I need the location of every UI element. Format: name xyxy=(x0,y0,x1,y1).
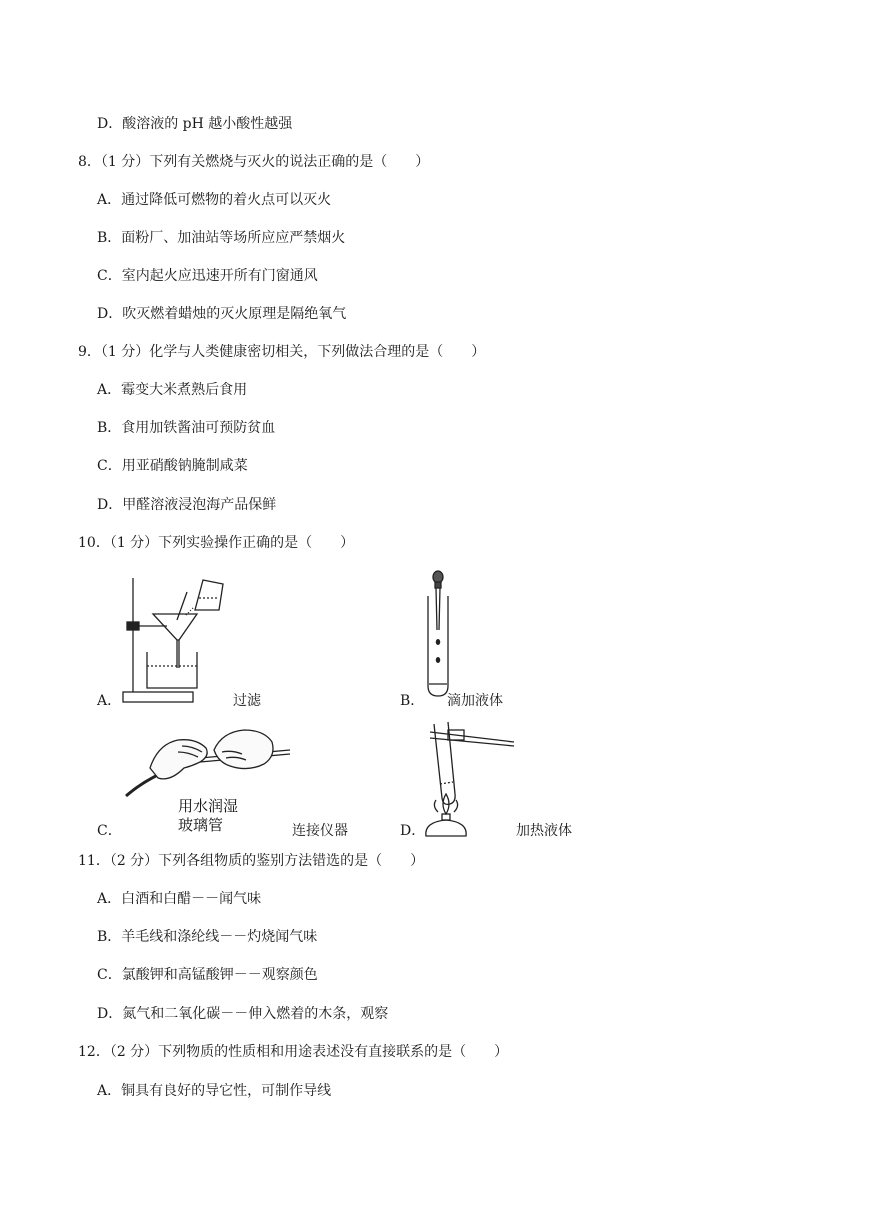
figure-letter-a: A． xyxy=(97,693,122,709)
handwritten-note-line2: 玻璃管 xyxy=(178,816,224,834)
option-b: B．食用加铁酱油可预防贫血 xyxy=(97,420,276,436)
question-stem: 11．（2 分）下列各组物质的鉴别方法错选的是（ ） xyxy=(78,853,425,869)
option-d: D．酸溶液的 pH 越小酸性越强 xyxy=(97,116,293,132)
heating-test-tube-icon xyxy=(418,718,518,838)
option-a: A．白酒和白醋－－闻气味 xyxy=(97,891,262,907)
dropper-test-tube-icon xyxy=(418,568,458,700)
option-d: D．甲醛溶液浸泡海产品保鲜 xyxy=(97,497,277,513)
option-d: D．吹灭燃着蜡烛的灭火原理是隔绝氧气 xyxy=(97,306,347,322)
option-c: C．室内起火应迅速开所有门窗通风 xyxy=(97,268,318,284)
figure-letter-d: D． xyxy=(400,823,426,839)
question-stem: 8．（1 分）下列有关燃烧与灭火的说法正确的是（ ） xyxy=(78,154,430,170)
option-a: A．霉变大米煮熟后食用 xyxy=(97,382,248,398)
hands-connecting-tube-icon xyxy=(122,722,292,807)
option-b: B．羊毛线和涤纶线－－灼烧闻气味 xyxy=(97,929,318,945)
question-stem: 10．（1 分）下列实验操作正确的是（ ） xyxy=(78,535,355,551)
figure-caption-a: 过滤 xyxy=(233,693,261,709)
filtration-apparatus-icon xyxy=(115,570,225,710)
question-stem: 12．（2 分）下列物质的性质相和用途表述没有直接联系的是（ ） xyxy=(78,1044,509,1060)
option-c: C．氯酸钾和高锰酸钾－－观察颜色 xyxy=(97,967,318,983)
figure-letter-c: C． xyxy=(97,823,122,839)
figure-caption-c: 连接仪器 xyxy=(292,823,348,839)
option-a: A．通过降低可燃物的着火点可以灭火 xyxy=(97,192,332,208)
option-a: A．铜具有良好的导它性，可制作导线 xyxy=(97,1083,332,1099)
handwritten-note-line1: 用水润湿 xyxy=(178,797,239,815)
option-d: D．氮气和二氧化碳－－伸入燃着的木条，观察 xyxy=(97,1006,389,1022)
figure-letter-b: B． xyxy=(400,693,425,709)
option-c: C．用亚硝酸钠腌制咸菜 xyxy=(97,458,248,474)
option-b: B．面粉厂、加油站等场所应应严禁烟火 xyxy=(97,230,346,246)
figure-caption-b: 滴加液体 xyxy=(447,693,503,709)
figure-caption-d: 加热液体 xyxy=(516,823,572,839)
question-stem: 9．（1 分）化学与人类健康密切相关，下列做法合理的是（ ） xyxy=(78,344,486,360)
